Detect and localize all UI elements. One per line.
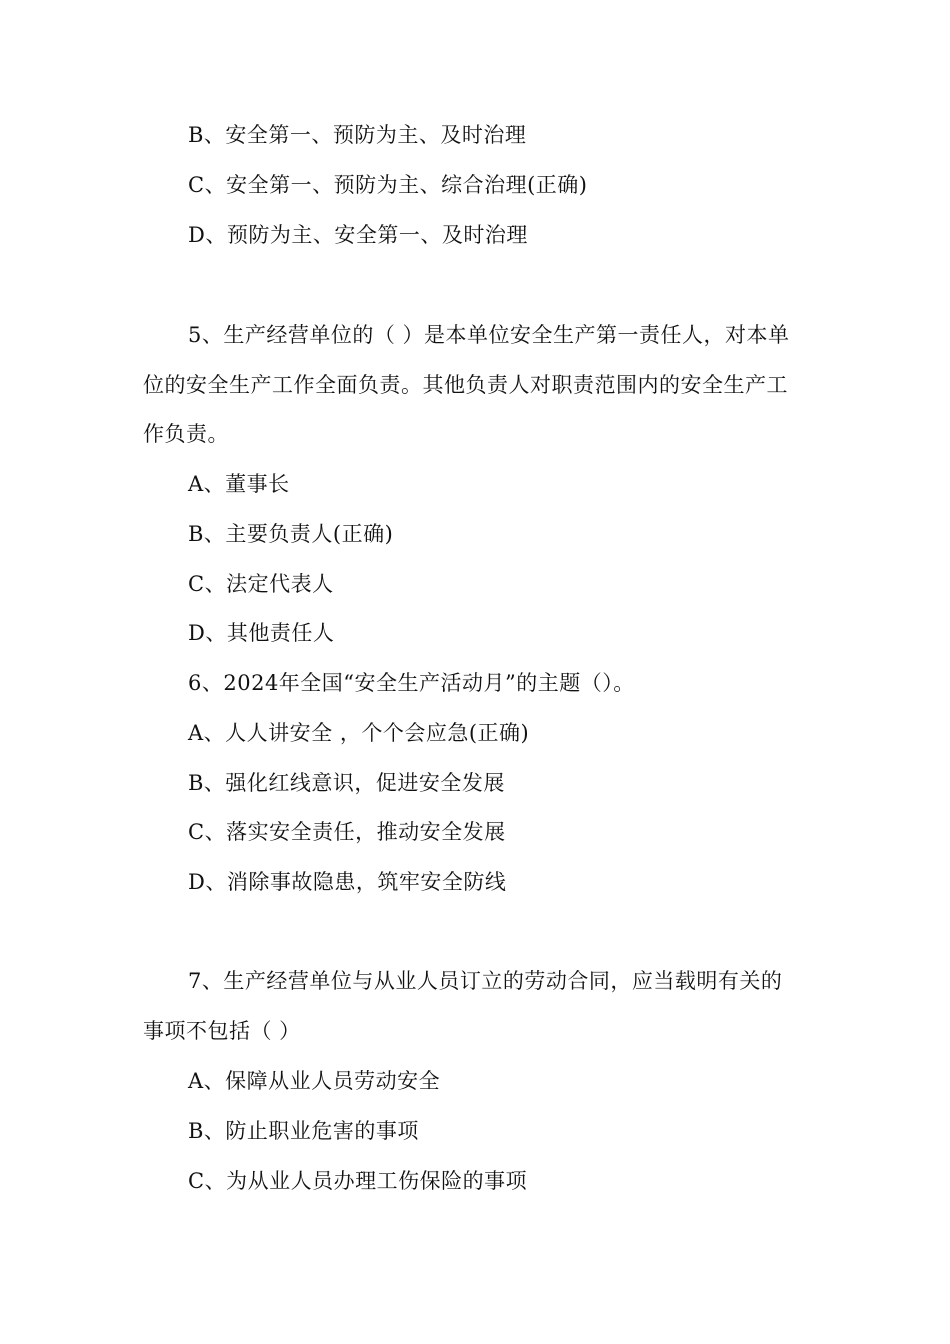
- q7-stem-line-1: 7、生产经营单位与从业人员订立的劳动合同，应当载明有关的: [188, 969, 783, 993]
- q5-option-d: D、其他责任人: [188, 621, 335, 645]
- q7-option-a: A、保障从业人员劳动安全: [188, 1069, 441, 1093]
- q6-option-c: C、落实安全责任，推动安全发展: [188, 820, 506, 844]
- q5-option-a: A、董事长: [188, 472, 290, 496]
- q4-option-b: B、安全第一、预防为主、及时治理: [188, 123, 527, 147]
- q5-option-b: B、主要负责人(正确): [188, 522, 394, 546]
- q6-option-d: D、消除事故隐患，筑牢安全防线: [188, 870, 507, 894]
- q5-stem-line-1: 5、生产经营单位的（ ）是本单位安全生产第一责任人，对本单: [188, 323, 790, 347]
- q6-option-a: A、人人讲安全 ，个个会应急(正确): [188, 721, 530, 745]
- q7-stem-line-2: 事项不包括（ ）: [143, 1019, 301, 1043]
- q7-option-c: C、为从业人员办理工伤保险的事项: [188, 1169, 528, 1193]
- q4-option-c: C、安全第一、预防为主、综合治理(正确): [188, 173, 588, 197]
- q6-stem: 6、2024年全国“安全生产活动月”的主题（）。: [188, 671, 635, 695]
- q7-option-b: B、防止职业危害的事项: [188, 1119, 419, 1143]
- q5-stem-line-3: 作负责。: [143, 422, 229, 446]
- q5-stem-line-2: 位的安全生产工作全面负责。其他负责人对职责范围内的安全生产工: [143, 373, 788, 397]
- q5-option-c: C、法定代表人: [188, 572, 334, 596]
- q4-option-d: D、预防为主、安全第一、及时治理: [188, 223, 528, 247]
- q6-option-b: B、强化红线意识，促进安全发展: [188, 771, 505, 795]
